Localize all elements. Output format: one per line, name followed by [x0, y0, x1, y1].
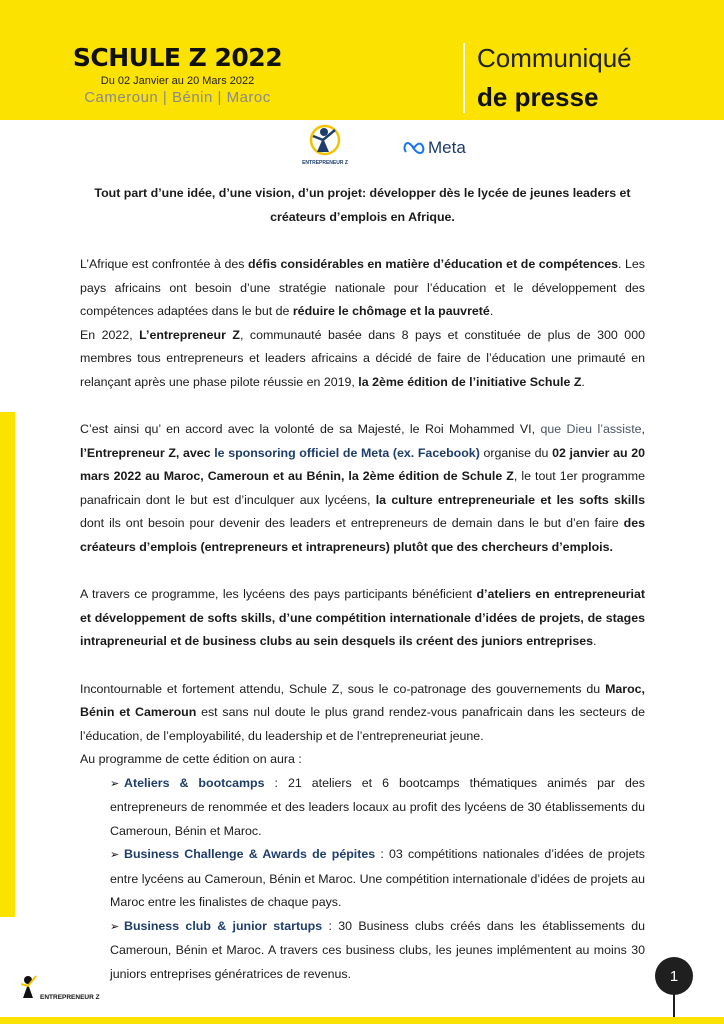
- text-run: dont ils ont besoin pour devenir des leaders et entrepreneurs de demain dans le but d’en faire: [80, 516, 624, 530]
- bottom-accent-bar: [0, 1017, 724, 1024]
- text-run: . Les pays africains ont besoin d’une stratégie nationale pour l’éducation et le développement des compétences adaptées dans le but de: [80, 257, 645, 318]
- arrow-bullet-icon: ➢: [110, 920, 120, 933]
- bullet-text: : 30 Business clubs créés dans les établissements du Cameroun, Bénin et Maroc. A travers ces business clubs, les jeunes implémentent au moins 30 juniors entreprises génératrices de revenus.: [110, 918, 645, 981]
- paragraph-2022: [80, 324, 645, 395]
- text-run-bold: réduire le chômage et la pauvreté: [292, 304, 490, 318]
- program-intro: Au programme de cette édition on aura :: [80, 752, 302, 766]
- text-run: , communauté basée dans 8 pays et constituée de plus de 300 000 membres tous entrepreneurs et leaders africains a décidé de faire de l’éducation une primauté en relançant après une phase pilote réussie en 2019,: [80, 327, 645, 389]
- text-run-bold: la 2ème édition de l’initiative Schule Z: [358, 374, 582, 389]
- page-number-stem: [673, 994, 675, 1017]
- event-title: SCHULE Z 2022: [72, 43, 283, 72]
- text-run: L’Afrique est confrontée à des: [80, 257, 249, 271]
- text-run: .: [581, 374, 585, 389]
- bullet-title: Business club & junior startups: [124, 918, 323, 933]
- text-run-bold: L’entrepreneur Z: [139, 327, 240, 342]
- bullet-title: Business Challenge & Awards de pépites: [124, 847, 376, 861]
- text-run-bold: la culture entrepreneuriale et les softs skills: [375, 492, 645, 507]
- meta-logo-text: Meta: [428, 138, 466, 157]
- bullet-text: : 21 ateliers et 6 bootcamps thématiques animés par des entrepreneurs de renommée et des leaders locaux au profit des lycéens de 30 établissements du Cameroun, Bénin et Maroc.: [110, 775, 645, 838]
- paragraph-program: [80, 583, 645, 654]
- text-run-bold: Maroc, Bénin et Cameroun: [80, 681, 645, 719]
- event-countries: Cameroun | Bénin | Maroc: [84, 89, 271, 106]
- list-item: [80, 843, 645, 915]
- list-item: [80, 915, 645, 987]
- list-item: [80, 772, 645, 844]
- header-divider: [463, 43, 465, 113]
- left-accent-bar: [0, 412, 15, 917]
- footer-logo-text: ENTREPRENEUR Z: [40, 994, 100, 1001]
- text-run: .: [593, 634, 597, 648]
- text-run-blue: le sponsoring officiel de Meta (ex. Facebook): [214, 445, 480, 460]
- meta-infinity-icon: [403, 142, 425, 154]
- text-run: organise du: [479, 445, 553, 460]
- doc-type-line2: de presse: [477, 82, 599, 112]
- bullet-title: Ateliers & bootcamps: [124, 775, 265, 790]
- text-run: A travers ce programme, les lycéens des pays participants bénéficient: [80, 587, 477, 601]
- event-block: [0, 44, 355, 106]
- paragraph-announcement: [80, 418, 645, 559]
- event-dates: Du 02 Janvier au 20 Mars 2022: [100, 75, 255, 87]
- page-number: 1: [655, 957, 693, 995]
- footer-entrepreneur-z-logo: [20, 972, 100, 1002]
- text-run: En 2022,: [80, 327, 140, 342]
- text-run: ,: [641, 422, 645, 436]
- text-run: .: [489, 304, 494, 318]
- arrow-bullet-icon: ➢: [110, 849, 120, 861]
- meta-logo: [403, 136, 466, 160]
- text-run-bold: défis considérables en matière d’éducation et de compétences: [248, 257, 618, 271]
- text-run: est sans nul doute le plus grand rendez-vous panafricain dans les secteurs de l’éducation, de l’employabilité, du leadership et de l’entrepreneuriat jeune.: [80, 705, 645, 743]
- text-run-bold: , avec: [175, 445, 215, 460]
- text-run-bold: d’ateliers en entrepreneuriat et développement de softs skills, d’une compétition internationale d’idées de projets, de stages intrapreneurial et de business clubs au sein desquels ils créent des juniors entreprises: [80, 587, 645, 648]
- text-run: , le tout 1er programme panafricain dont le but est d’inculquer aux lycéens,: [80, 469, 645, 507]
- press-release-body: [80, 182, 645, 986]
- header-band: [0, 0, 724, 120]
- entrepreneur-z-logo: [302, 122, 348, 168]
- text-run-bold: l’Entrepreneur Z: [80, 445, 176, 460]
- text-run-bold: 02 janvier au 20 mars 2022 au Maroc, Cameroun et au Bénin, la 2ème édition de Schule Z: [80, 445, 645, 483]
- bullet-text: : 03 compétitions nationales d’idées de projets entre lycéens au Cameroun, Bénin et Maroc. Une compétition internationale d’idées de projets au Maroc entre les finalistes de chaque pays.: [110, 847, 645, 909]
- paragraph-copatronage: [80, 678, 645, 749]
- text-run: C’est ainsi qu’ en accord avec la volonté de sa Majesté, le Roi Mohammed VI,: [80, 422, 541, 436]
- doc-type-line1: Communiqué: [477, 43, 632, 73]
- arrow-bullet-icon: ➢: [110, 777, 120, 790]
- text-run-muted: que Dieu l’assiste: [540, 422, 642, 436]
- partner-logo-text: ENTREPRENEUR Z: [302, 160, 348, 166]
- text-run-bold: des créateurs d’emplois (entrepreneurs et intrapreneurs) plutôt que des chercheurs d’emplois.: [80, 516, 645, 554]
- intro-paragraph: Tout part d’une idée, d’une vision, d’un projet: développer dès le lycée de jeunes leaders et créateurs d’emplois en Afrique.: [94, 186, 631, 224]
- paragraph-context: [80, 253, 645, 324]
- doc-type-block: [477, 42, 632, 114]
- text-run: Incontournable et fortement attendu, Schule Z, sous le co-patronage des gouvernements du: [80, 681, 606, 696]
